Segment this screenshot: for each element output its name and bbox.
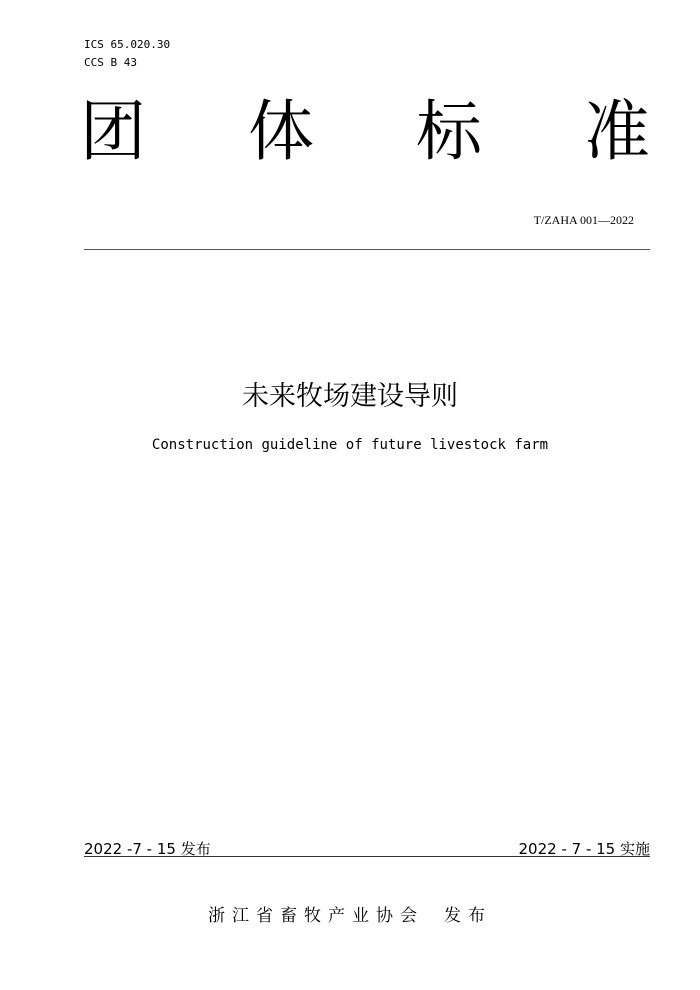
standard-type-heading xyxy=(80,92,650,172)
standard-type-char: 团 xyxy=(80,93,146,170)
publisher-action: 发布 xyxy=(444,906,492,926)
ics-code: ICS 65.020.30 xyxy=(84,38,171,51)
implementation-date: 2022 - 7 - 15 实施 xyxy=(518,840,650,858)
standard-type-char: 准 xyxy=(584,93,650,170)
bottom-divider xyxy=(84,856,650,857)
document-title-chinese: 未来牧场建设导则 xyxy=(242,381,458,412)
publisher-line xyxy=(0,901,700,926)
standard-type-char: 标 xyxy=(416,93,482,170)
classification-codes xyxy=(84,36,170,72)
document-title-english: Construction guideline of future livestock farm xyxy=(151,437,549,453)
standard-number: T/ZAHA 001—2022 xyxy=(533,213,634,227)
publish-date: 2022 -7 - 15 发布 xyxy=(84,840,211,858)
ccs-code: CCS B 43 xyxy=(84,56,137,69)
top-divider xyxy=(84,249,650,250)
publisher-name: 浙江省畜牧产业协会 xyxy=(208,906,424,926)
standard-type-char: 体 xyxy=(248,93,314,170)
